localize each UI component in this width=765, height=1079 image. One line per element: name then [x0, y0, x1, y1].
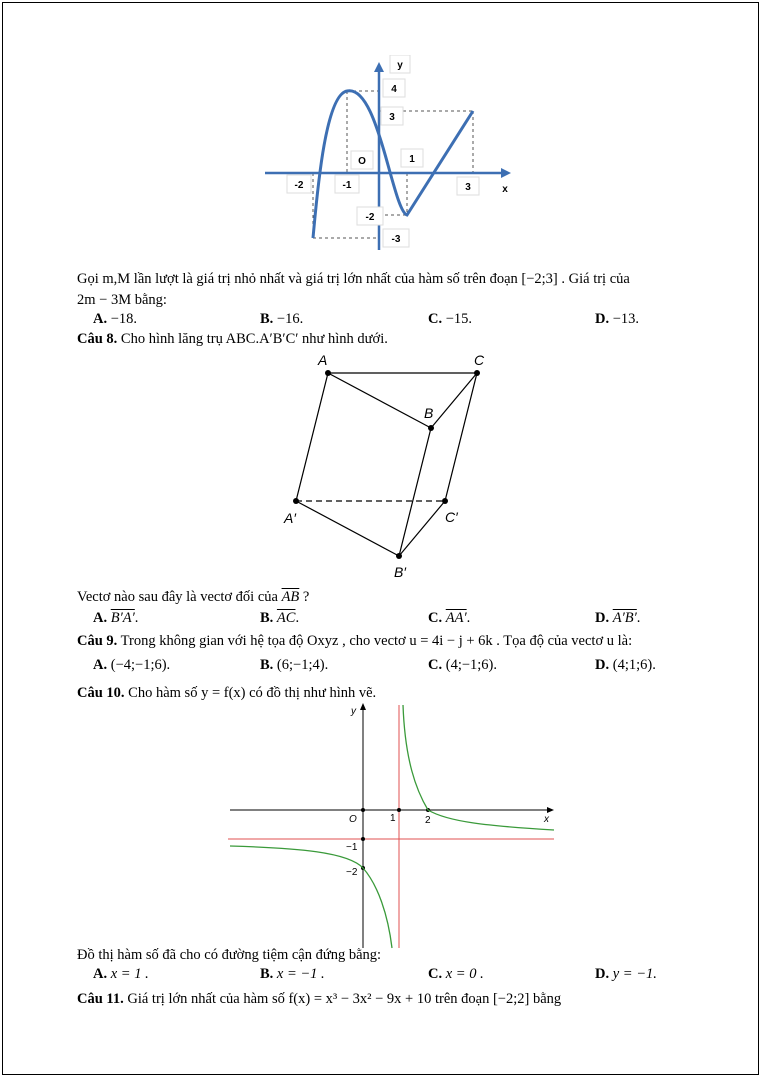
graph-hyperbola: [228, 700, 558, 950]
q11-stem: [77, 990, 561, 1008]
option-text: x = −1 .: [276, 966, 325, 982]
option-letter: D.: [595, 311, 610, 327]
q7-line2: 2m − 3M bằng:: [77, 292, 167, 308]
graph2-label-2: 2: [425, 815, 431, 826]
graph1-x-label: x: [502, 184, 508, 195]
q10-option-b[interactable]: [260, 965, 325, 983]
option-letter: B.: [260, 966, 274, 982]
prism-figure: [270, 350, 500, 585]
q7-option-a[interactable]: [93, 310, 137, 328]
option-letter: D.: [595, 966, 610, 982]
question-text: Giá trị lớn nhất của hàm số f(x) = x³ − 3x² − 9x + 10 trên đoạn [−2;2] bằng: [127, 991, 562, 1007]
q9-stem: [77, 632, 632, 650]
graph1-label-neg2x: -2: [294, 180, 304, 191]
graph1-label-neg1: -1: [342, 180, 352, 191]
option-vector: $\overline{AC}$: [276, 610, 296, 626]
q10-option-d[interactable]: [595, 965, 657, 983]
graph1-label-neg3: -3: [391, 234, 401, 245]
vertex-c: C: [474, 352, 485, 368]
q8-option-a[interactable]: [93, 609, 138, 627]
q8-question: [77, 588, 309, 606]
option-text: −18.: [110, 311, 138, 327]
graph1-label-neg2y: -2: [365, 212, 375, 223]
option-letter: B.: [260, 311, 274, 327]
q8-option-c[interactable]: [428, 609, 470, 627]
graph1-y-label: y: [397, 60, 403, 71]
vertex-a: A: [318, 352, 328, 368]
q10-question: Đồ thị hàm số đã cho có đường tiệm cận đứng bằng:: [77, 947, 382, 963]
graph2-label-1: 1: [390, 813, 396, 824]
option-end: .: [134, 610, 139, 626]
option-vector: A′B′: [612, 610, 637, 626]
graph2-o-label: O: [349, 814, 357, 825]
q9-option-b[interactable]: [260, 656, 328, 674]
q10-option-a[interactable]: [93, 965, 149, 983]
option-text: y = −1.: [612, 966, 657, 982]
question-text: Cho hình lăng trụ ABC.A′B′C′ như hình dưới.: [120, 331, 388, 347]
option-vector: B′A′: [110, 610, 135, 626]
graph1-label-3x: 3: [465, 182, 471, 193]
question-pre: Vectơ nào sau đây là vectơ đối của: [77, 589, 278, 605]
question-label: Câu 10.: [77, 685, 125, 701]
option-letter: A.: [93, 966, 108, 982]
graph1-label-3y: 3: [389, 112, 395, 123]
q8-stem: [77, 330, 388, 348]
graph2-label-neg2: −2: [346, 867, 358, 878]
q7-line1: Gọi m,M lần lượt là giá trị nhỏ nhất và giá trị lớn nhất của hàm số trên đoạn [−2;3] . Giá trị của: [77, 271, 630, 287]
option-letter: C.: [428, 966, 443, 982]
option-letter: C.: [428, 657, 443, 673]
option-text: (6;−1;4).: [276, 657, 329, 673]
question-label: Câu 9.: [77, 633, 118, 649]
graph-cubic: [255, 55, 520, 255]
vertex-b: B: [424, 405, 434, 421]
q8-option-d[interactable]: [595, 609, 640, 627]
q7-option-b[interactable]: [260, 310, 303, 328]
graph2-y-label: y: [351, 706, 356, 717]
vertex-b-prime: B′: [394, 564, 406, 580]
option-letter: A.: [93, 657, 108, 673]
option-text: x = 0 .: [445, 966, 484, 982]
option-letter: A.: [93, 311, 108, 327]
q8-option-b[interactable]: [260, 609, 299, 627]
q10-option-c[interactable]: [428, 965, 484, 983]
question-post: ?: [302, 589, 310, 605]
option-letter: A.: [93, 610, 108, 626]
q9-option-d[interactable]: [595, 656, 656, 674]
q9-option-a[interactable]: [93, 656, 170, 674]
option-end: .: [636, 610, 641, 626]
question-text: Trong không gian với hệ tọa độ Oxyz , cho vectơ u = 4i − j + 6k . Tọa độ của vectơ u là:: [120, 633, 633, 649]
option-text: x = 1 .: [110, 966, 149, 982]
option-vector: AA′: [445, 610, 467, 626]
vector-ab: $\overline{AB}$: [281, 589, 300, 605]
graph2-label-neg1: −1: [346, 842, 358, 853]
graph1-label-4: 4: [391, 84, 397, 95]
option-letter: D.: [595, 657, 610, 673]
option-text: −16.: [276, 311, 304, 327]
option-text: (4;1;6).: [612, 657, 656, 673]
option-letter: B.: [260, 610, 274, 626]
option-text: −15.: [445, 311, 473, 327]
graph1-label-1: 1: [409, 154, 415, 165]
question-label: Câu 8.: [77, 331, 118, 347]
option-letter: C.: [428, 610, 443, 626]
q7-option-d[interactable]: [595, 310, 639, 328]
question-label: Câu 11.: [77, 991, 124, 1007]
graph2-x-label: x: [544, 814, 549, 825]
option-end: .: [466, 610, 471, 626]
vertex-c-prime: C′: [445, 509, 458, 525]
option-text: (−4;−1;6).: [110, 657, 171, 673]
vertex-a-prime: A′: [284, 510, 296, 526]
q7-option-c[interactable]: [428, 310, 472, 328]
q9-option-c[interactable]: [428, 656, 497, 674]
option-end: .: [295, 610, 300, 626]
option-text: (4;−1;6).: [445, 657, 498, 673]
graph1-label-o: O: [358, 156, 366, 167]
option-letter: C.: [428, 311, 443, 327]
option-letter: D.: [595, 610, 610, 626]
option-letter: B.: [260, 657, 274, 673]
option-text: −13.: [612, 311, 640, 327]
question-text: Cho hàm số y = f(x) có đồ thị như hình vẽ.: [128, 685, 377, 701]
